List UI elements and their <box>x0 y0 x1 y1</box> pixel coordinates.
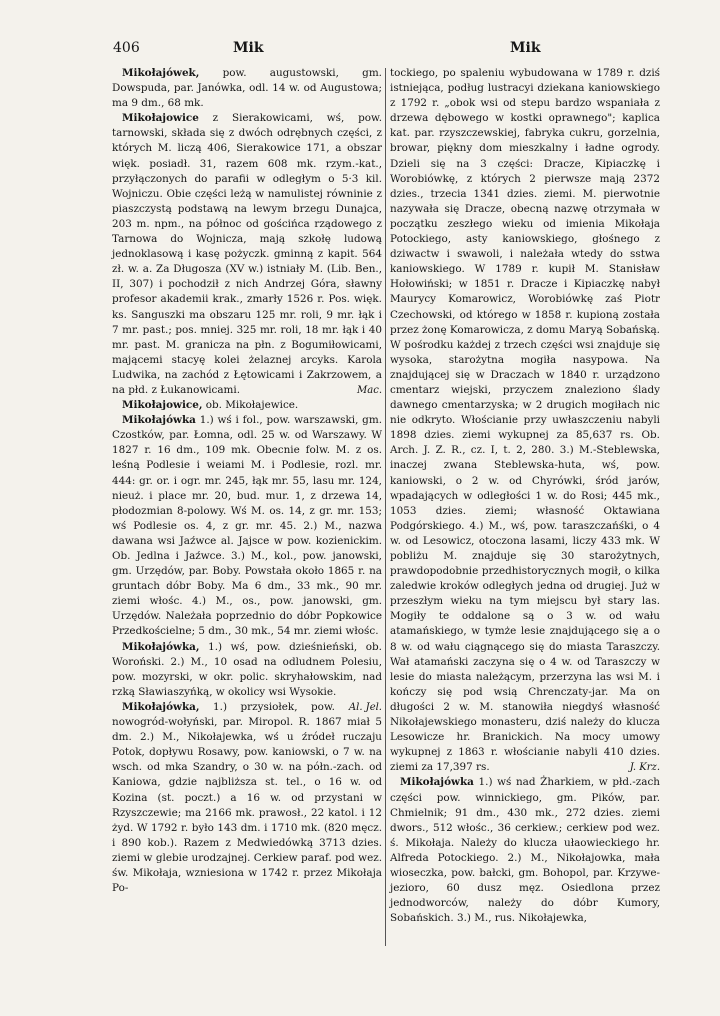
entry-text: pow. augustowski, gm. Dowspuda, par. Janówka, odl. 14 w. od Augustowa; ma 9 dm., 68 mk. <box>112 67 382 110</box>
entry-mikolajowka-warszawski <box>112 413 382 639</box>
entry-signature: J. Krz. <box>629 762 660 774</box>
entry-headword: Mikołajówka <box>122 414 196 427</box>
entry-headword: Mikołajówka, <box>122 640 200 653</box>
page-header <box>0 40 720 60</box>
left-column <box>112 66 382 896</box>
entry-mikolajowka-winnicki <box>390 775 660 926</box>
column-divider <box>385 68 386 946</box>
entry-signature: Al. Jel. <box>348 701 382 713</box>
entry-text: 1.) wś nad Żharkiem, w płd.-zach części pow. winnickiego, gm. Pików, par. Chmielnik; 91 dm., 430 mk., 272 dzies. ziemi dwors., 512 włośc., 36 cerkiew.; cerkiew pod wez. ś. Mikołaja. Należy do klucza ułaowieckiego hr. Alfreda Potockiego. 2.) M., Nikołajowka, mała wioseczka, pow. bałcki, gm. Bohopol, par. Krzywe-jezioro, 60 dusz męz. Osiedlona przez jednodworców, należy do dóbr Kumory, Sobańskich. 3.) M., rus. Nikołajewka, <box>390 776 660 925</box>
entry-signature: Mac. <box>357 384 382 396</box>
entry-text: 1.) przysiołek, pow. nowogród-wołyński, par. Miropol. R. 1867 miał 5 dm. 2.) M., Nikołajewka, wś u źródeł ruczaju Potok, dopływu Rosawy, pow. kaniowski, o 7 w. na wsch. od mka Szandry, o 30 w. na półn.-zach. od Kaniowa, gdzie najbliższa st. tel., o 16 w. od Kozina (st. poczt.) a 16 w. od przystani w Rzyszczewie; ma 2166 mk. prawosł., 22 katol. i 12 żyd. W 1792 r. było 143 dm. i 1710 mk. (820 męcz. i 890 kob.). Razem z Medwiedówką 3713 dzies. ziemi w glebie urodzajnej. Cerkiew paraf. pod wez. św. Mikołaja, wzniesiona w 1742 r. przez Mikołaja Po- <box>112 700 382 895</box>
entry-mikolajowka-nowogrod <box>112 700 382 896</box>
entry-continuation <box>390 66 660 775</box>
entry-headword: Mikołajowice, <box>122 399 203 412</box>
running-head-left: Mik <box>233 40 264 56</box>
entry-mikolajowice-tarnowski <box>112 111 382 398</box>
entry-headword: Mikołajowice <box>122 112 199 125</box>
entry-text: ob. Mikołajewice. <box>205 399 299 412</box>
entry-mikolajowice-ref <box>112 398 382 413</box>
running-head-right: Mik <box>510 40 541 56</box>
entry-headword: Mikołajówka, <box>122 700 200 713</box>
entry-text: 1.) wś i fol., pow. warszawski, gm. Czostków, par. Łomna, odl. 25 w. od Warszawy. W 1827 r. 16 dm., 109 mk. Obecnie folw. M. z os. leśną Podlesie i weiami M. i Podlesie, rozl. mr. 444: gr. or. i ogr. mr. 245, łąk mr. 55, lasu mr. 124, nieuż. i place mr. 20, bud. mur. 1, z drzewa 14, płodozmian 8-polowy. Wś M. os. 14, z gr. mr. 153; wś Podlesie os. 4, z gr. mr. 45. 2.) M., nazwa dawana wsi Jaźwce al. Jajsce w pow. kozienickim. Ob. Jedlna i Jaźwce. 3.) M., kol., pow. janowski, gm. Urzędów, par. Boby. Powstała około 1865 r. na gruntach dóbr Boby. Ma 6 dm., 33 mk., 90 mr. ziemi włośc. 4.) M., os., pow. janowski, gm. Urzędów. Należała poprzednio do dóbr Popkowice Przedkościelne; 5 dm., 30 mk., 54 mr. ziemi włośc. <box>112 414 382 638</box>
entry-mikolajowek <box>112 66 382 111</box>
entry-mikolajowka-dzisnienski <box>112 640 382 713</box>
entry-text: tockiego, po spaleniu wybudowana w 1789 r. dziś istniejąca, podług lustracyi dziekana kaniowskiego z 1792 r. „obok wsi od stepu bardzo wspaniała z drzewa dębowego w kostki oprawnego"; kaplica kat. par. rzyszczewskiej, fabryka cukru, gorzelnia, browar, piękny dom mieszkalny i ładne ogrody. Dzieli się na 3 części: Dracze, Kipiaczkę i Worobiówkę, z których 2 pierwsze mają 2372 dzies., trzecia 1341 dzies. ziemi. M. pierwotnie nazywała się Dracze, obecną nazwę otrzymała w początku zeszłego wieku od imienia Mikołaja Potockiego, asty kaniowskiego, głośnego z dziwactw i swawoli, i należała wtedy do sstwa kaniowskiego. W 1789 r. kupił M. Stanisław Hołowiński; w 1851 r. Dracze i Kipiaczkę nabył Maurycy Komarowicz, Worobiówkę zaś Piotr Czechowski, od którego w 1858 r. kupioną została przez żonę Komarowicza, z domu Maryą Sobańską. W pośrodku każdej z trzech części wsi znajduje się wysoka, starożytna mogiła nasypowa. Na znajdującej się w Draczach w 1840 r. urządzono cmentarz wiejski, przyczem znaleziono ślady dawnego cmentarzyska; w 2 drugich mogiłach nic nie odkryto. Włościanie przy uwłaszczeniu nabyli 1898 dzies. ziemi wykupnej za 85,637 rs. Ob. Arch. J. Z. R., cz. I, t. 2, 280. 3.) M.-Steblewska, inaczej zwana Steblewska-huta, wś, pow. kaniowski, o 2 w. od Chyrówki, śród jarów, wpadających w odległości 1 w. do Rosi; 445 mk., 1053 dzies. ziemi; własność Oktawiana Podgórskiego. 4.) M., wś, pow. taraszczańśki, o 4 w. od Lesowicz, otoczona lasami, liczy 433 mk. W pobliżu M. znajduje się 30 starożytnych, prawdopodobnie przedhistorycznych mogił, o kilka zaledwie kroków odległych jedna od drugiej. Już w przeszłym wieku na tym miejscu był stary las. Mogiły te oddalone są o 3 w. od wału atamańskiego, w tymże lesie znajdującego się a o 8 w. od wału ciągnącego się do miasta Taraszczy. Wał atamański zaczyna się o 4 w. od Taraszczy w lesie do miasta należącym, przerzyna las wsi M. i kończy się pod wsią Chrenczaty-jar. Ma on długości 2 w. M. stanowiła niegdyś własność Nikołajewskiego monasteru, dziś należy do klucza Lesowicze hr. Branickich. Na mocy umowy wykupnej z 1863 r. włościanie nabyli 410 dzies. ziemi za 17,397 rs. <box>390 67 660 774</box>
entry-headword: Mikołajówka <box>400 776 474 789</box>
entry-text: 1.) wś, pow. dzieśnieński, ob. Woroński. 2.) M., 10 osad na odludnem Polesiu, pow. mozyrski, w okr. polic. skryhałowskim, nad rzką Sławiaszyńką, w okolicy wsi Wysokie. <box>112 640 382 698</box>
page-number: 406 <box>113 40 140 56</box>
entry-text: z Sierakowicami, wś, pow. tarnowski, składa się z dwóch odrębnych części, z których M. liczą 406, Sierakowice 171, a obszar więk. posiadł. 31, razem 608 mk. rzym.-kat., przyłączonych do parafii w odległym o 5·3 kil. Wojniczu. Obie części leżą w namulistej równinie z piaszczystą podstawą na lewym brzegu Dunajca, 203 m. npm., na północ od gościńca rządowego z Tarnowa do Wojnicza, mają szkołę ludową jednoklasową i kasę pożyczk. gminną z kapit. 564 zł. w. a. Za Długosza (XV w.) istniały M. (Lib. Ben., II, 307) i pochodził z nich Andrzej Góra, sławny profesor akademii krak., zmarły 1526 r. Pos. więk. ks. Sanguszki ma obszaru 125 mr. roli, 9 mr. łąk i 7 mr. past.; pos. mniej. 325 mr. roli, 18 mr. łąk i 40 mr. past. M. granicza na płn. z Bogumiłowicami, mającemi stacyę kolei żelaznej arcyks. Karola Ludwika, na zachód z Łętowicami i Zakrzowem, a na płd. z Łukanowicami. <box>112 112 383 396</box>
entry-headword: Mikołajówek, <box>122 67 200 79</box>
right-column <box>390 66 660 926</box>
